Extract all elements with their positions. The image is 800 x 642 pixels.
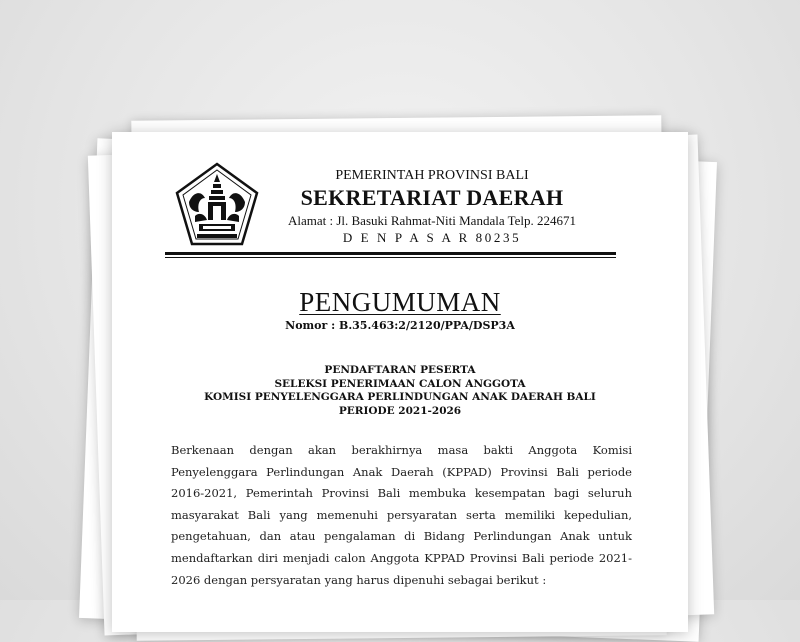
letterhead (272, 168, 592, 246)
heading-line: SELEKSI PENERIMAAN CALON ANGGOTA (274, 377, 526, 390)
government-name: PEMERINTAH PROVINSI BALI (335, 168, 529, 183)
letterhead-divider (165, 252, 616, 255)
document-number: Nomor : B.35.463:2/2120/PPA/DSP3A (285, 319, 515, 332)
heading-line: PERIODE 2021-2026 (338, 404, 462, 417)
document-page (112, 132, 688, 632)
heading-line: PENDAFTARAN PESERTA (324, 364, 476, 376)
office-name: SEKRETARIAT DAERAH (300, 185, 564, 210)
heading-line: KOMISI PENYELENGGARA PERLINDUNGAN ANAK DAERAH BALI (204, 391, 596, 403)
letterhead-divider (165, 257, 616, 258)
office-address: Alamat : Jl. Basuki Rahmat-Niti Mandala Telp. 224671 (287, 213, 577, 228)
body-paragraph: Berkenaan dengan akan berakhirnya masa bakti Anggota Komisi Penyelenggara Perlindungan Anak Daerah (KPPAD) Provinsi Bali periode 2016-2021, Pemerintah Provinsi Bali membuka kesempatan bagi seluruh masyarakat Bali yang memenuhi persyaratan serta memiliki kepedulian, pengetahuan, dan atau pengalaman di Bidang Perlindungan Anak untuk mendaftarkan diri menjadi calon Anggota KPPAD Provinsi Bali periode 2021-2026 dengan persyaratan yang harus dipenuhi sebagai berikut : (171, 443, 632, 587)
document-title-text: PENGUMUMAN (299, 287, 501, 317)
document-title (112, 286, 688, 318)
office-city: D E N P A S A R 80235 (342, 230, 522, 245)
announcement-heading (112, 364, 688, 418)
announcement-body (171, 440, 632, 591)
bali-province-emblem-icon (175, 162, 259, 248)
